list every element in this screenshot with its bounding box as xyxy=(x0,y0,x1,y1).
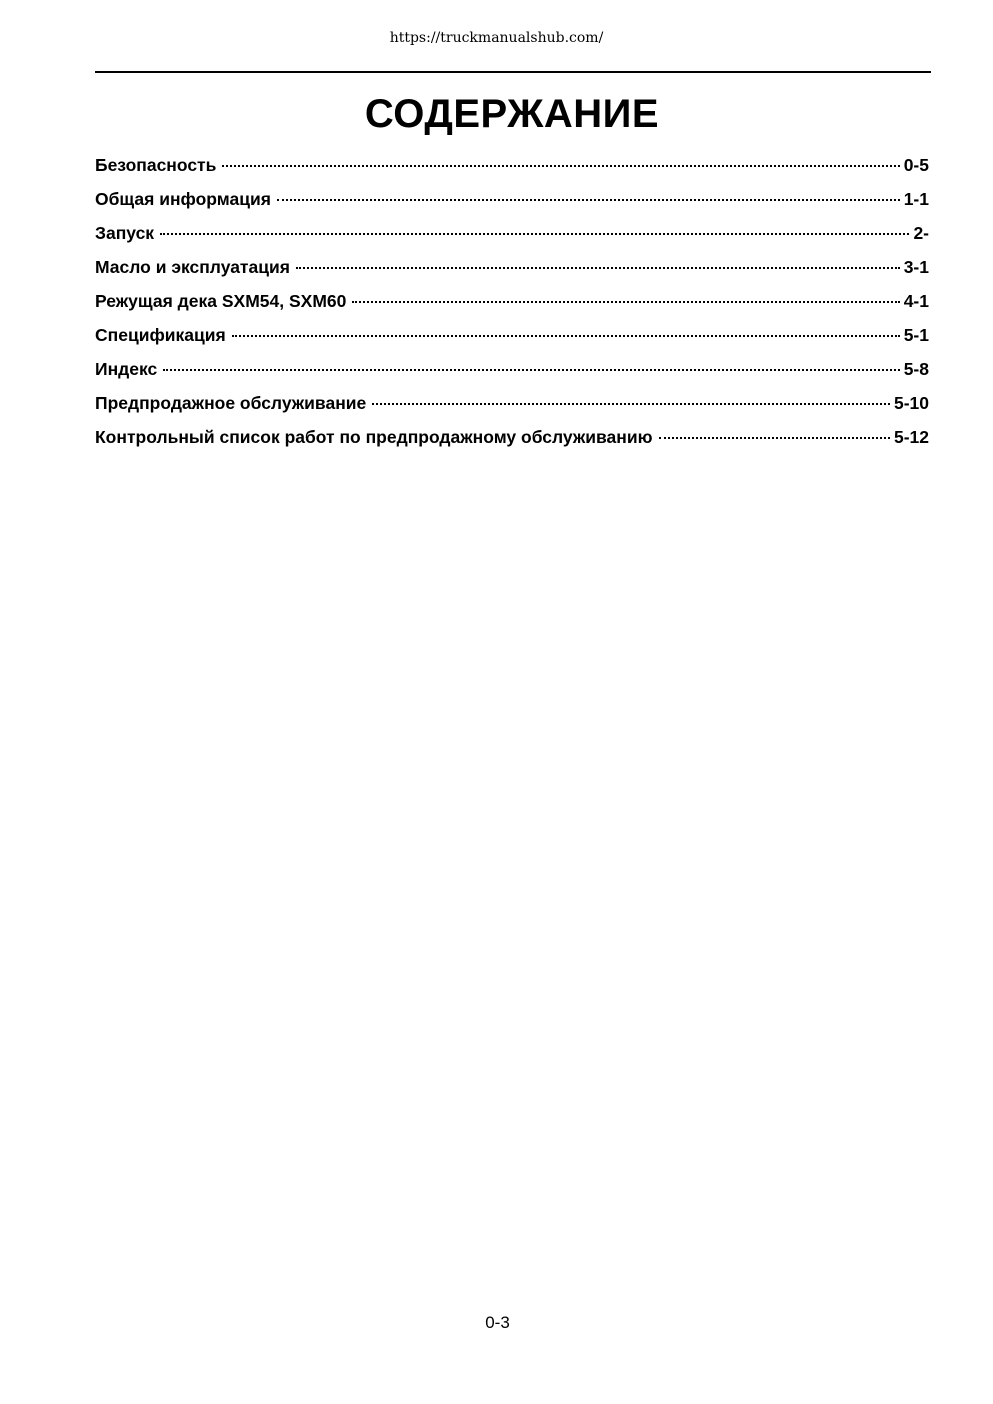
toc-entry-page: 0-5 xyxy=(903,155,929,175)
toc-entry[interactable] xyxy=(95,323,929,357)
toc-entry[interactable] xyxy=(95,255,929,289)
page-title: СОДЕРЖАНИЕ xyxy=(364,92,660,136)
toc-entry[interactable] xyxy=(95,391,929,425)
toc-entry-page: 5-10 xyxy=(893,393,929,413)
header-url: https://truckmanualshub.com/ xyxy=(389,30,604,46)
toc-entry-label: Безопасность xyxy=(95,155,217,175)
toc-entry-page: 5-12 xyxy=(893,427,929,447)
toc-entry[interactable] xyxy=(95,357,929,391)
toc-entry-page: 4-1 xyxy=(903,291,929,311)
toc-entry-label: Спецификация xyxy=(95,325,226,345)
toc-entry[interactable] xyxy=(95,187,929,221)
toc-entry[interactable] xyxy=(95,221,929,255)
toc-entry-page: 1-1 xyxy=(903,189,929,209)
toc-entry-page: 5-1 xyxy=(903,325,929,345)
toc-entry[interactable] xyxy=(95,425,929,459)
toc-entry-page: 2- xyxy=(913,223,929,243)
toc-entry-label: Запуск xyxy=(95,223,155,243)
toc-entry-label: Общая информация xyxy=(95,189,271,209)
toc-dot-leader xyxy=(277,199,900,201)
toc-entry[interactable] xyxy=(95,153,929,187)
toc-dot-leader xyxy=(160,233,909,235)
toc-entry-label: Масло и эксплуатация xyxy=(95,257,290,277)
toc-dot-leader xyxy=(372,403,890,405)
toc-dot-leader xyxy=(659,437,890,439)
page-number: 0-3 xyxy=(485,1313,510,1332)
toc-dot-leader xyxy=(163,369,899,371)
toc-entry-label: Индекс xyxy=(95,359,158,379)
toc-entry-label: Предпродажное обслуживание xyxy=(95,393,367,413)
toc-entry-label: Режущая дека SXM54, SXM60 xyxy=(95,291,347,311)
toc-dot-leader xyxy=(232,335,900,337)
header-divider xyxy=(95,71,931,73)
table-of-contents xyxy=(95,153,929,459)
toc-dot-leader xyxy=(222,165,899,167)
toc-dot-leader xyxy=(296,267,900,269)
toc-dot-leader xyxy=(352,301,899,303)
toc-entry-page: 3-1 xyxy=(903,257,929,277)
toc-entry-page: 5-8 xyxy=(903,359,929,379)
toc-entry[interactable] xyxy=(95,289,929,323)
toc-entry-label: Контрольный список работ по предпродажному обслуживанию xyxy=(95,427,653,447)
